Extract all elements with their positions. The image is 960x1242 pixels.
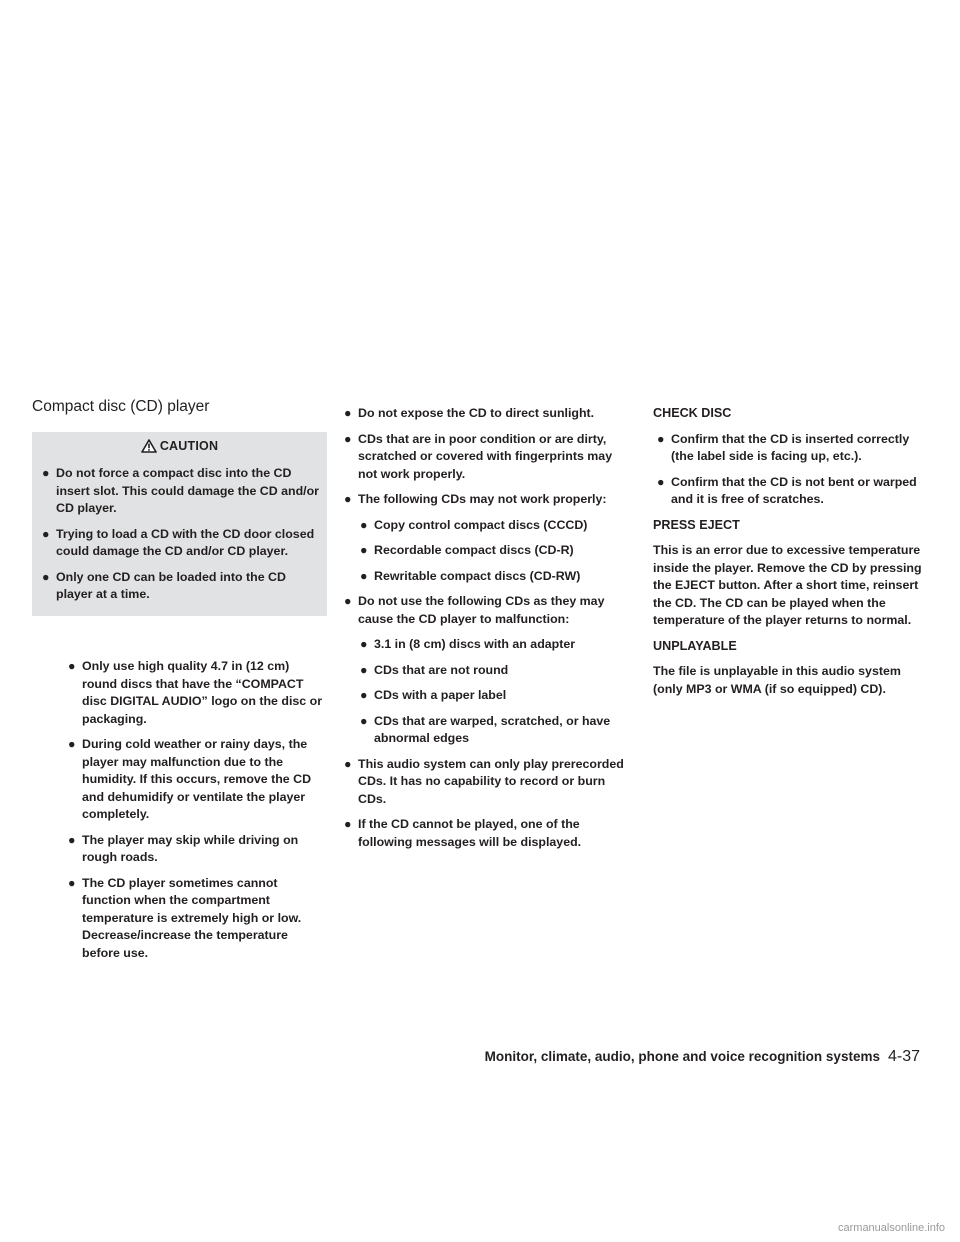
list-item: ● The following CDs may not work properly: bbox=[340, 491, 634, 509]
sub-list-item: ● 3.1 in (8 cm) discs with an adapter bbox=[340, 636, 634, 654]
bullet-icon: ● bbox=[68, 832, 76, 847]
bullet-icon: ● bbox=[344, 406, 352, 420]
bullet-icon: ● bbox=[360, 543, 368, 557]
bullet-icon: ● bbox=[344, 817, 352, 831]
list-item: ● The CD player sometimes cannot function when the compartment temperature is extremely high or low. Decrease/increase the temperature before use. bbox=[68, 875, 302, 960]
bullet-icon: ● bbox=[68, 737, 76, 751]
check-disc-heading: CHECK DISC bbox=[653, 406, 732, 420]
watermark: carmanualsonline.info bbox=[838, 1222, 946, 1234]
unplayable-text: The file is unplayable in this audio system (only MP3 or WMA (if so equipped) CD). bbox=[653, 664, 901, 696]
list-item: ● Do not use the following CDs as they may cause the CD player to malfunction: bbox=[344, 594, 605, 626]
page-number: 4-37 bbox=[887, 1048, 920, 1065]
press-eject-heading: PRESS EJECT bbox=[653, 517, 740, 532]
bullet-icon: ● bbox=[360, 568, 368, 583]
list-item: ● Confirm that the CD is not bent or warped and it is free of scratches. bbox=[657, 474, 917, 506]
bullet-icon: ● bbox=[360, 713, 368, 728]
bullet-icon: ● bbox=[360, 637, 368, 651]
section-title: Compact disc (CD) player bbox=[32, 398, 210, 415]
column2-list bbox=[340, 405, 634, 851]
caution-item: ● Do not force a compact disc into the CD insert slot. This could damage the CD and/or CD player. bbox=[42, 466, 319, 515]
bullet-icon: ● bbox=[42, 526, 50, 541]
column1-list bbox=[32, 658, 327, 962]
sub-list-item: ● Copy control compact discs (CCCD) bbox=[340, 517, 634, 535]
bullet-icon: ● bbox=[68, 659, 76, 673]
caution-box bbox=[32, 432, 327, 616]
press-eject-text: This is an error due to excessive temperature inside the player. Remove the CD by pressing the EJECT button. After a short time, reinsert the CD. The CD can be played when the temperature of the player returns to normal. bbox=[653, 543, 922, 627]
sub-list-item: ● Recordable compact discs (CD-R) bbox=[340, 542, 634, 560]
bullet-icon: ● bbox=[42, 569, 50, 584]
warning-triangle-icon bbox=[141, 439, 157, 453]
list-item: ● Confirm that the CD is inserted correctly (the label side is facing up, etc.). bbox=[657, 431, 910, 463]
caution-item: ● Trying to load a CD with the CD door closed could damage the CD and/or CD player. bbox=[42, 526, 315, 558]
bullet-icon: ● bbox=[360, 517, 368, 532]
sub-list-item: ● CDs that are not round bbox=[340, 662, 634, 680]
page-footer bbox=[485, 1048, 920, 1066]
list-item: ● The player may skip while driving on rough roads. bbox=[68, 832, 299, 864]
chapter-title: Monitor, climate, audio, phone and voice recognition systems bbox=[484, 1049, 880, 1064]
list-item: ● Only use high quality 4.7 in (12 cm) round discs that have the “COMPACT disc DIGITAL AUDIO” logo on the disc or packaging. bbox=[68, 659, 323, 726]
bullet-icon: ● bbox=[360, 688, 368, 702]
bullet-icon: ● bbox=[657, 474, 665, 489]
sub-list-item: ● CDs with a paper label bbox=[340, 687, 634, 705]
sub-list-item: ● CDs that are warped, scratched, or have abnormal edges bbox=[360, 713, 611, 745]
caution-heading bbox=[32, 432, 327, 460]
bullet-icon: ● bbox=[360, 662, 368, 677]
unplayable-heading: UNPLAYABLE bbox=[653, 638, 737, 653]
list-item: ● CDs that are in poor condition or are dirty, scratched or covered with fingerprints may not work properly. bbox=[344, 431, 613, 481]
list-item: ● During cold weather or rainy days, the player may malfunction due to the humidity. If this occurs, remove the CD and dehumidify or ventilate the player completely. bbox=[68, 737, 312, 821]
bullet-icon: ● bbox=[657, 431, 665, 446]
list-item: ● Do not expose the CD to direct sunlight. bbox=[340, 405, 634, 423]
caution-label: CAUTION bbox=[159, 439, 219, 453]
bullet-icon: ● bbox=[68, 875, 76, 890]
bullet-icon: ● bbox=[344, 594, 352, 608]
bullet-icon: ● bbox=[344, 431, 352, 446]
list-item: ● If the CD cannot be played, one of the following messages will be displayed. bbox=[344, 817, 582, 849]
column3 bbox=[653, 405, 925, 706]
bullet-icon: ● bbox=[344, 756, 352, 771]
bullet-icon: ● bbox=[344, 492, 352, 506]
caution-item: ● Only one CD can be loaded into the CD player at a time. bbox=[42, 569, 286, 601]
list-item: ● This audio system can only play prerecorded CDs. It has no capability to record or burn CDs. bbox=[344, 756, 624, 806]
sub-list-item: ● Rewritable compact discs (CD-RW) bbox=[340, 568, 634, 586]
bullet-icon: ● bbox=[42, 466, 50, 480]
